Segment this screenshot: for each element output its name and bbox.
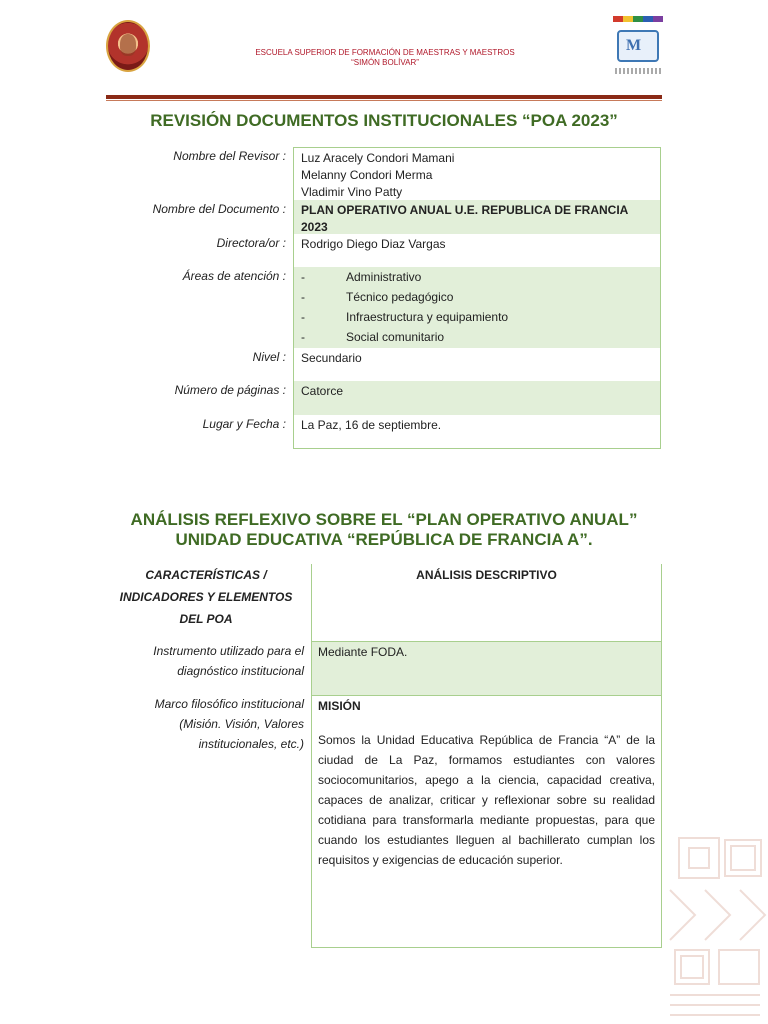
instrumento-value: Mediante FODA. <box>318 645 408 659</box>
revisor-name: Luz Aracely Condori Mamani <box>301 151 455 165</box>
lugar-cell <box>293 415 661 449</box>
section2-title-line2: UNIDAD EDUCATIVA “REPÚBLICA DE FRANCIA A”. <box>175 530 593 549</box>
area-item <box>301 287 653 307</box>
nivel-value: Secundario <box>301 351 362 365</box>
header-divider <box>106 95 662 99</box>
logo-badge <box>617 30 659 62</box>
director-label: Directora/or : <box>216 236 286 250</box>
paginas-cell <box>293 381 661 415</box>
label-line: Marco filosófico institucional <box>154 697 304 711</box>
logo-caption-mark <box>615 68 661 74</box>
secondary-logo <box>613 16 663 78</box>
list-dash: - <box>301 329 305 344</box>
column-header-analysis: ANÁLISIS DESCRIPTIVO <box>311 564 662 642</box>
mision-text: Somos la Unidad Educativa República de Francia “A” de la ciudad de La Paz, formamos estudiantes con valores sociocomunitarios, apego a la ciencia, capacidad creativa, capaces de analizar, criticar y reflexionar sobre su realidad cotidiana para transformarla mediante propuestas, para que cuando los estudiantes lleguen al bachillerato cumplan los requisitos y exigencias de educación superior. <box>318 733 655 867</box>
marco-label <box>108 694 304 754</box>
list-dash: - <box>301 269 305 284</box>
nivel-label: Nivel : <box>252 350 286 364</box>
area-text: Infraestructura y equipamiento <box>346 309 509 324</box>
list-dash: - <box>301 289 305 304</box>
paginas-value: Catorce <box>301 384 344 398</box>
decorative-andean-pattern <box>665 830 768 1024</box>
mision-heading: MISIÓN <box>318 699 361 713</box>
area-item <box>301 327 653 347</box>
areas-cell <box>293 267 661 348</box>
school-name <box>200 48 570 68</box>
logo-color-stripe <box>613 16 663 22</box>
area-text: Administrativo <box>346 269 422 284</box>
revisor-cell <box>293 147 661 200</box>
label-line: (Misión. Visión, Valores <box>179 717 304 731</box>
section2-title <box>100 510 668 550</box>
instrumento-cell <box>311 641 662 696</box>
instrumento-label <box>108 641 304 681</box>
school-name-line2: “SIMÓN BOLÍVAR” <box>351 58 419 67</box>
marco-cell <box>311 695 662 948</box>
revisor-label: Nombre del Revisor : <box>173 149 286 163</box>
label-line: institucionales, etc.) <box>198 737 304 751</box>
section2-title-line1: ANÁLISIS REFLEXIVO SOBRE EL “PLAN OPERATIVO ANUAL” <box>130 510 638 529</box>
documento-cell <box>293 200 661 234</box>
director-cell <box>293 234 661 267</box>
section1-title: REVISIÓN DOCUMENTOS INSTITUCIONALES “POA 2023” <box>150 111 618 130</box>
institution-emblem-logo <box>106 20 150 72</box>
area-text: Técnico pedagógico <box>346 289 454 304</box>
nivel-cell <box>293 348 661 381</box>
header-divider-thin <box>106 100 662 101</box>
paginas-label: Número de páginas : <box>174 383 286 397</box>
header-line: INDICADORES Y ELEMENTOS <box>119 590 293 604</box>
area-item <box>301 307 653 327</box>
documento-label: Nombre del Documento : <box>152 202 286 216</box>
documento-value: PLAN OPERATIVO ANUAL U.E. REPUBLICA DE FRANCIA 2023 <box>301 203 628 234</box>
area-item <box>301 267 653 287</box>
revisor-name: Melanny Condori Merma <box>301 168 433 182</box>
lugar-value: La Paz, 16 de septiembre. <box>301 418 442 432</box>
areas-label: Áreas de atención : <box>182 269 286 283</box>
header-line: DEL POA <box>179 612 233 626</box>
label-line: Instrumento utilizado para el <box>153 644 304 658</box>
page-header <box>0 0 768 96</box>
header-line: CARACTERÍSTICAS / <box>145 568 267 582</box>
director-value: Rodrigo Diego Diaz Vargas <box>301 237 446 251</box>
list-dash: - <box>301 309 305 324</box>
logo-letter: M <box>626 37 642 54</box>
area-text: Social comunitario <box>346 329 445 344</box>
lugar-label: Lugar y Fecha : <box>202 417 286 431</box>
revisor-name: Vladimir Vino Patty <box>301 185 403 199</box>
label-line: diagnóstico institucional <box>177 664 304 678</box>
column-header-characteristics <box>108 564 304 630</box>
school-name-line1: ESCUELA SUPERIOR DE FORMACIÓN DE MAESTRAS Y MAESTROS <box>255 48 515 57</box>
